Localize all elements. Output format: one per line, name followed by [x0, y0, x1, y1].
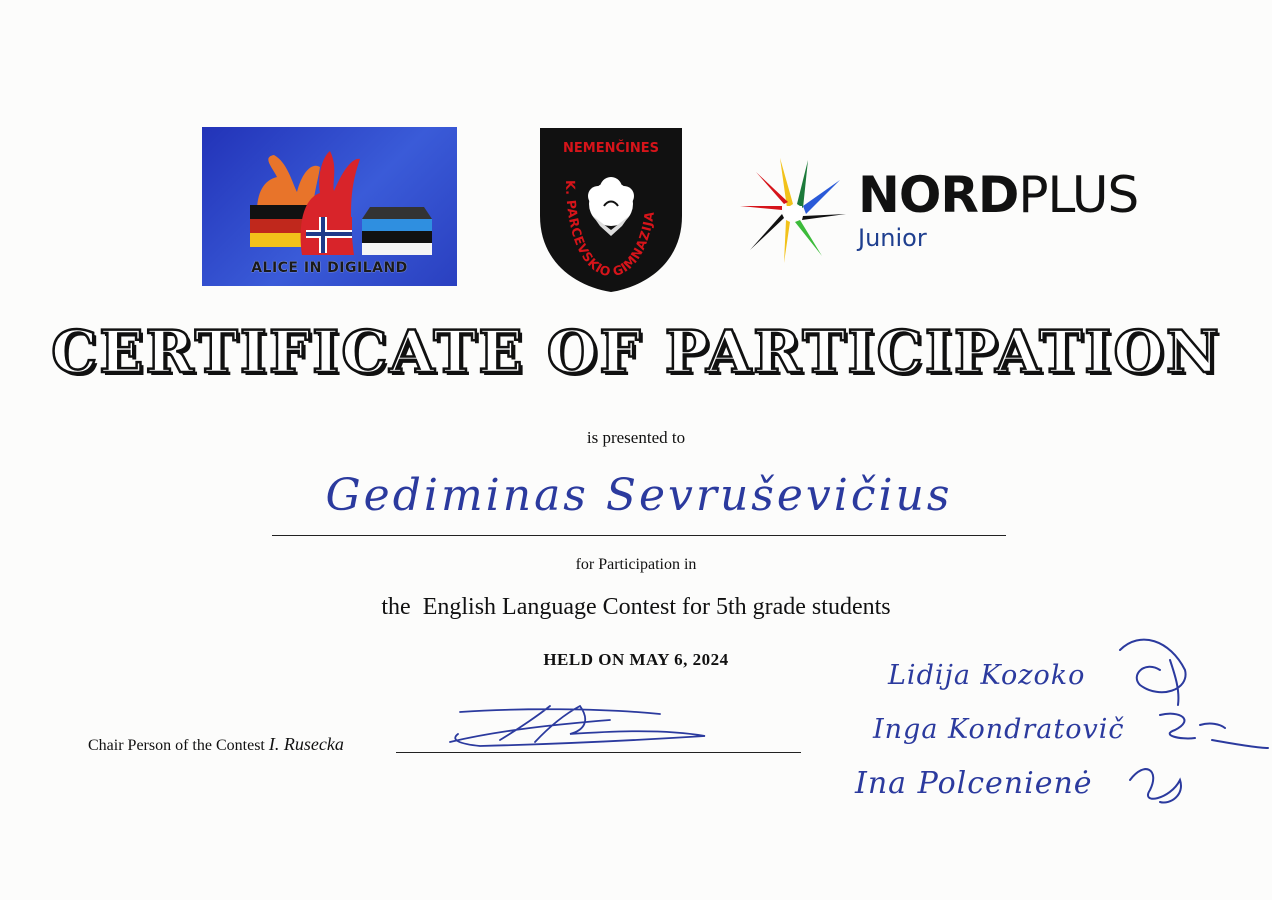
chair-person-line — [88, 734, 344, 755]
chair-person-name: I. Rusecka — [268, 734, 344, 754]
nordplus-junior-label: Junior — [858, 224, 927, 252]
school-emblem-logo — [538, 126, 684, 294]
nordplus-star-icon — [740, 158, 850, 263]
held-on-date: HELD ON MAY 6, 2024 — [543, 650, 729, 669]
committee-signature-2: Inga Kondratovič — [873, 714, 1125, 745]
alice-in-digiland-logo — [202, 127, 457, 286]
for-participation-text: for Participation in — [575, 556, 697, 573]
recipient-name: Gediminas Sevruševičius — [325, 470, 953, 521]
nordplus-wordmark — [858, 166, 1139, 224]
school-shield-icon — [538, 126, 684, 294]
certificate-title: CERTIFICATE OF PARTICIPATION — [51, 318, 1221, 386]
nordplus-word-light: PLUS — [1018, 166, 1139, 224]
contest-name: the English Language Contest for 5th grade students — [381, 594, 891, 620]
nordplus-junior-logo — [740, 158, 1140, 263]
recipient-underline — [272, 535, 1006, 536]
school-top-text: NEMENČINES — [563, 141, 659, 156]
alice-logo-caption: ALICE IN DIGILAND — [251, 260, 408, 276]
presented-to-text: is presented to — [586, 428, 686, 447]
chair-person-label: Chair Person of the Contest — [88, 737, 265, 754]
committee-signature-1: Lidija Kozoko — [888, 660, 1086, 691]
chair-signature-icon — [440, 700, 720, 760]
nordplus-word-bold: NORD — [858, 166, 1019, 224]
committee-signature-3: Ina Polcenienė — [855, 766, 1093, 801]
signature-scribbles-icon — [1100, 630, 1270, 820]
school-ring-text: K. PARCEVSKIO GIMNAZIJA — [562, 179, 658, 280]
